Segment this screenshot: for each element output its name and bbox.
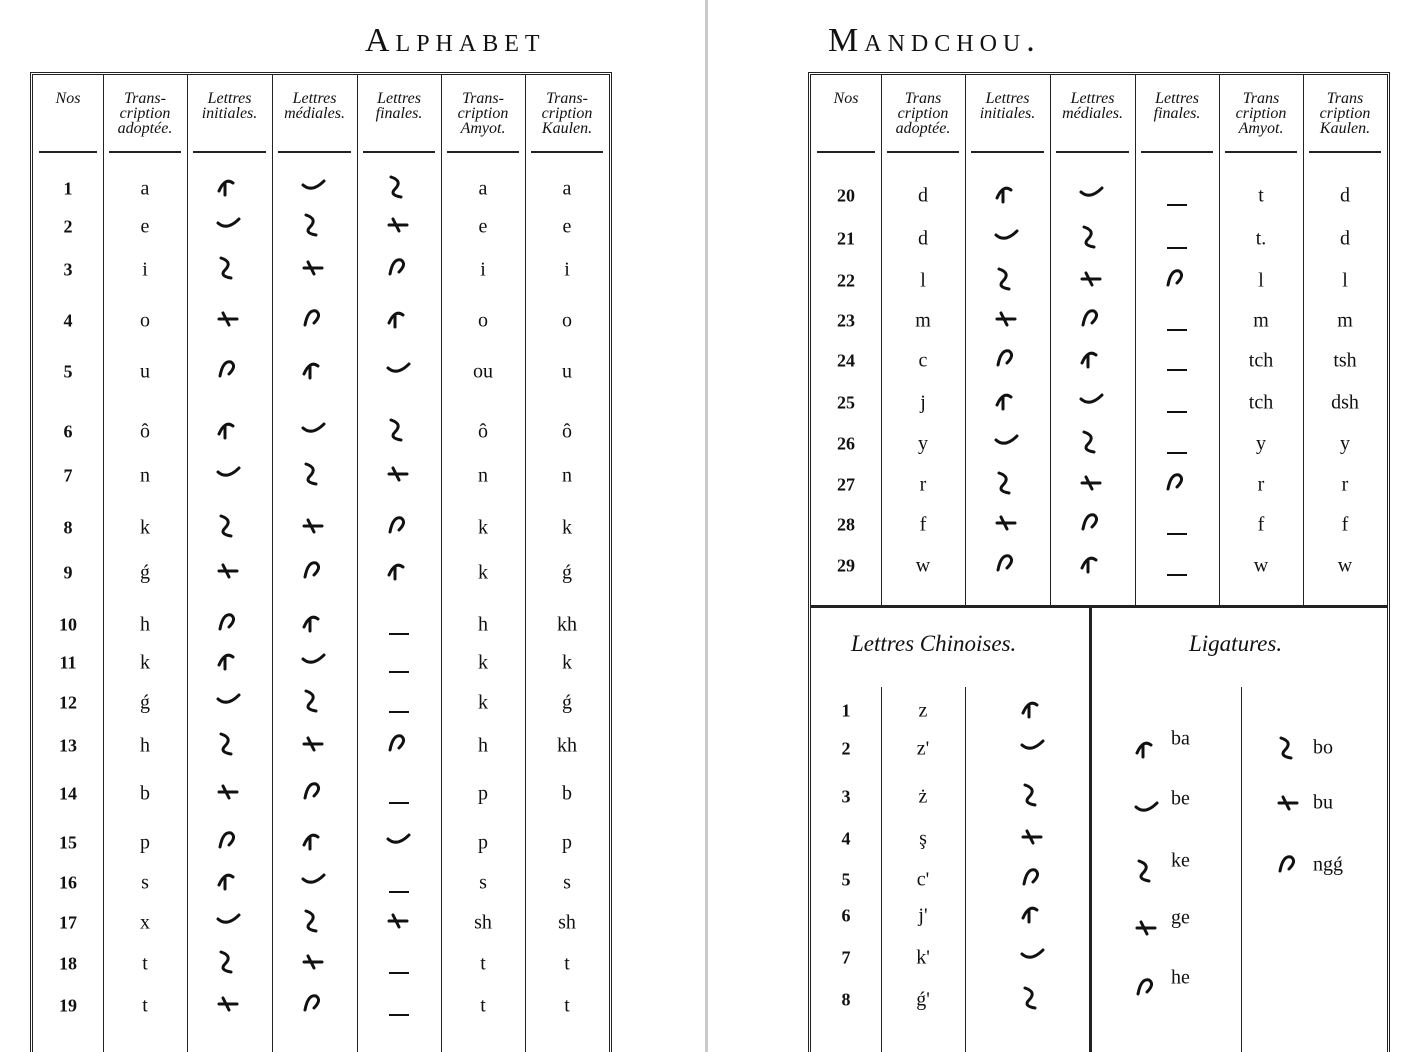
row-number: 25 bbox=[837, 392, 855, 413]
final-letter-glyph bbox=[385, 730, 413, 762]
column-header: Lettres initiales. bbox=[201, 90, 258, 122]
row-number: 22 bbox=[837, 270, 855, 291]
chinese-letter-glyph bbox=[1019, 733, 1047, 765]
empty-dash bbox=[1167, 369, 1187, 371]
transcription-amyot: t bbox=[480, 952, 486, 975]
transcription-kaulen: tsh bbox=[1333, 349, 1357, 372]
initial-letter-glyph bbox=[215, 356, 243, 388]
transcription-kaulen: u bbox=[562, 360, 572, 383]
ligature-transcription: bo bbox=[1313, 736, 1333, 759]
initial-letter-glyph bbox=[993, 469, 1021, 501]
chinese-letter-glyph bbox=[1019, 695, 1047, 727]
transcription-amyot: sh bbox=[474, 911, 492, 934]
column-header: Trans cription adoptée. bbox=[895, 90, 951, 137]
row-number: 14 bbox=[59, 783, 77, 804]
transcription-kaulen: i bbox=[564, 258, 570, 281]
chinese-row-number: 5 bbox=[841, 869, 851, 890]
header-underline bbox=[1225, 151, 1297, 153]
column-divider bbox=[272, 75, 273, 1052]
row-number: 4 bbox=[63, 310, 73, 331]
initial-letter-glyph bbox=[993, 265, 1021, 297]
chinese-letter-glyph bbox=[1019, 900, 1047, 932]
chinese-transcription: ǵ' bbox=[916, 988, 930, 1011]
transcription-amyot: k bbox=[478, 516, 488, 539]
medial-letter-glyph bbox=[300, 173, 328, 205]
left-page-title: Alphabet bbox=[365, 22, 546, 59]
final-letter-glyph bbox=[385, 254, 413, 286]
chinese-transcription: z' bbox=[916, 737, 930, 760]
column-divider bbox=[187, 75, 188, 1052]
medial-letter-glyph bbox=[1078, 345, 1106, 377]
medial-letter-glyph bbox=[1078, 428, 1106, 460]
transcription-kaulen: r bbox=[1341, 473, 1349, 496]
transcription-adopted: ǵ bbox=[140, 561, 150, 584]
header-underline bbox=[109, 151, 181, 153]
initial-letter-glyph bbox=[215, 647, 243, 679]
column-header: Trans-cription adoptée. bbox=[117, 90, 173, 137]
transcription-amyot: k bbox=[478, 691, 488, 714]
transcription-amyot: k bbox=[478, 561, 488, 584]
row-number: 19 bbox=[59, 995, 77, 1016]
transcription-kaulen: s bbox=[563, 871, 571, 894]
initial-letter-glyph bbox=[215, 907, 243, 939]
medial-letter-glyph bbox=[1078, 509, 1106, 541]
header-underline bbox=[1056, 151, 1129, 153]
medial-letter-glyph bbox=[300, 460, 328, 492]
transcription-adopted: p bbox=[140, 831, 150, 854]
transcription-kaulen: w bbox=[1337, 554, 1353, 577]
initial-letter-glyph bbox=[993, 305, 1021, 337]
transcription-kaulen: ǵ bbox=[562, 561, 572, 584]
chinese-row-number: 4 bbox=[841, 828, 851, 849]
column-header: Trans cription Kaulen. bbox=[1319, 90, 1371, 137]
transcription-adopted: k bbox=[140, 651, 150, 674]
header-underline bbox=[971, 151, 1044, 153]
row-number: 9 bbox=[63, 562, 73, 583]
initial-letter-glyph bbox=[215, 254, 243, 286]
row-number: 27 bbox=[837, 474, 855, 495]
transcription-adopted: r bbox=[919, 473, 927, 496]
transcription-amyot: r bbox=[1257, 473, 1265, 496]
medial-letter-glyph bbox=[1078, 223, 1106, 255]
row-number: 10 bbox=[59, 614, 77, 635]
chinese-row-number: 6 bbox=[841, 905, 851, 926]
initial-letter-glyph bbox=[993, 428, 1021, 460]
chinese-letter-glyph bbox=[1019, 942, 1047, 974]
transcription-amyot: h bbox=[478, 613, 488, 636]
initial-letter-glyph bbox=[993, 180, 1021, 212]
ligature-transcription: ge bbox=[1171, 906, 1190, 929]
column-header: Nos bbox=[55, 90, 81, 107]
transcription-kaulen: b bbox=[562, 782, 572, 805]
initial-letter-glyph bbox=[215, 211, 243, 243]
transcription-adopted: d bbox=[918, 227, 928, 250]
initial-letter-glyph bbox=[993, 509, 1021, 541]
empty-dash bbox=[389, 972, 409, 974]
header-underline bbox=[531, 151, 603, 153]
final-letter-glyph bbox=[385, 827, 413, 859]
medial-letter-glyph bbox=[1078, 305, 1106, 337]
initial-letter-glyph bbox=[993, 223, 1021, 255]
transcription-kaulen: k bbox=[562, 516, 572, 539]
column-divider bbox=[357, 75, 358, 1052]
header-underline bbox=[363, 151, 435, 153]
transcription-adopted: y bbox=[918, 432, 928, 455]
chinese-transcription: z bbox=[918, 699, 928, 722]
empty-dash bbox=[389, 671, 409, 673]
column-header: Trans-cription Kaulen. bbox=[541, 90, 593, 137]
transcription-kaulen: t bbox=[564, 994, 570, 1017]
ligature-transcription: he bbox=[1171, 966, 1190, 989]
transcription-adopted: l bbox=[920, 269, 926, 292]
final-letter-glyph bbox=[385, 173, 413, 205]
column-header: Lettres initiales. bbox=[979, 90, 1036, 122]
initial-letter-glyph bbox=[215, 948, 243, 980]
ligature-glyph bbox=[1133, 795, 1161, 827]
alphabet-table-right bbox=[808, 72, 1390, 1052]
initial-letter-glyph bbox=[215, 827, 243, 859]
empty-dash bbox=[1167, 452, 1187, 454]
initial-letter-glyph bbox=[215, 305, 243, 337]
final-letter-glyph bbox=[1163, 469, 1191, 501]
transcription-adopted: b bbox=[140, 782, 150, 805]
medial-letter-glyph bbox=[300, 907, 328, 939]
row-number: 21 bbox=[837, 228, 855, 249]
medial-letter-glyph bbox=[1078, 550, 1106, 582]
transcription-adopted: a bbox=[140, 177, 150, 200]
ligature-transcription: ngǵ bbox=[1313, 853, 1343, 876]
row-number: 26 bbox=[837, 433, 855, 454]
initial-letter-glyph bbox=[215, 867, 243, 899]
final-letter-glyph bbox=[1163, 265, 1191, 297]
chinese-row-number: 2 bbox=[841, 738, 851, 759]
final-letter-glyph bbox=[385, 907, 413, 939]
transcription-amyot: ô bbox=[478, 420, 488, 443]
transcription-kaulen: a bbox=[562, 177, 572, 200]
transcription-adopted: t bbox=[142, 952, 148, 975]
chinese-transcription: k' bbox=[916, 946, 930, 969]
chinese-transcription: c' bbox=[916, 868, 930, 891]
chinese-row-number: 1 bbox=[841, 700, 851, 721]
ligature-glyph bbox=[1133, 914, 1161, 946]
row-number: 13 bbox=[59, 735, 77, 756]
transcription-kaulen: d bbox=[1340, 184, 1350, 207]
column-divider bbox=[1135, 75, 1136, 605]
transcription-kaulen: n bbox=[562, 464, 572, 487]
section-divider-vertical bbox=[1089, 605, 1092, 1052]
medial-letter-glyph bbox=[300, 990, 328, 1022]
chinese-transcription: j' bbox=[918, 904, 928, 927]
medial-letter-glyph bbox=[300, 867, 328, 899]
transcription-kaulen: kh bbox=[557, 734, 577, 757]
empty-dash bbox=[1167, 411, 1187, 413]
column-header: Trans cription Amyot. bbox=[1235, 90, 1287, 137]
transcription-amyot: y bbox=[1256, 432, 1266, 455]
ligature-glyph bbox=[1275, 789, 1303, 821]
transcription-kaulen: l bbox=[1342, 269, 1348, 292]
alphabet-table-left bbox=[30, 72, 612, 1052]
column-divider bbox=[1050, 75, 1051, 605]
transcription-adopted: f bbox=[919, 513, 927, 536]
transcription-adopted: j bbox=[920, 391, 926, 414]
row-number: 20 bbox=[837, 185, 855, 206]
medial-letter-glyph bbox=[300, 609, 328, 641]
medial-letter-glyph bbox=[300, 730, 328, 762]
empty-dash bbox=[389, 633, 409, 635]
medial-letter-glyph bbox=[300, 305, 328, 337]
medial-letter-glyph bbox=[300, 356, 328, 388]
chinese-letter-glyph bbox=[1019, 984, 1047, 1016]
page-spine bbox=[705, 0, 708, 1052]
transcription-adopted: i bbox=[142, 258, 148, 281]
medial-letter-glyph bbox=[300, 211, 328, 243]
column-divider bbox=[965, 75, 966, 605]
chinese-letter-glyph bbox=[1019, 864, 1047, 896]
initial-letter-glyph bbox=[215, 173, 243, 205]
medial-letter-glyph bbox=[300, 778, 328, 810]
chinese-letter-glyph bbox=[1019, 781, 1047, 813]
chinese-transcription: ş bbox=[919, 827, 927, 850]
transcription-kaulen: kh bbox=[557, 613, 577, 636]
transcription-amyot: t bbox=[480, 994, 486, 1017]
transcription-kaulen: m bbox=[1337, 309, 1353, 332]
transcription-amyot: tch bbox=[1248, 349, 1274, 372]
transcription-adopted: h bbox=[140, 613, 150, 636]
initial-letter-glyph bbox=[215, 557, 243, 589]
medial-letter-glyph bbox=[1078, 180, 1106, 212]
transcription-adopted: w bbox=[915, 554, 931, 577]
transcription-amyot: w bbox=[1253, 554, 1269, 577]
empty-dash bbox=[389, 891, 409, 893]
transcription-kaulen: k bbox=[562, 651, 572, 674]
row-number: 1 bbox=[63, 178, 73, 199]
medial-letter-glyph bbox=[300, 557, 328, 589]
row-number: 15 bbox=[59, 832, 77, 853]
empty-dash bbox=[1167, 204, 1187, 206]
column-header: Nos bbox=[833, 90, 859, 107]
transcription-adopted: o bbox=[140, 309, 150, 332]
transcription-amyot: t. bbox=[1255, 227, 1267, 250]
column-header: Lettres médiales. bbox=[1062, 90, 1123, 122]
ligature-transcription: ba bbox=[1171, 727, 1190, 750]
row-number: 7 bbox=[63, 465, 73, 486]
transcription-amyot: a bbox=[478, 177, 488, 200]
final-letter-glyph bbox=[385, 416, 413, 448]
transcription-amyot: t bbox=[1258, 184, 1264, 207]
transcription-kaulen: sh bbox=[558, 911, 576, 934]
empty-dash bbox=[1167, 329, 1187, 331]
ligature-transcription: be bbox=[1171, 787, 1190, 810]
transcription-adopted: ô bbox=[140, 420, 150, 443]
transcription-amyot: n bbox=[478, 464, 488, 487]
row-number: 29 bbox=[837, 555, 855, 576]
transcription-amyot: p bbox=[478, 782, 488, 805]
row-number: 16 bbox=[59, 872, 77, 893]
medial-letter-glyph bbox=[300, 948, 328, 980]
transcription-kaulen: e bbox=[562, 215, 572, 238]
chinese-letters-title: Lettres Chinoises. bbox=[851, 631, 1017, 656]
final-letter-glyph bbox=[385, 557, 413, 589]
right-page-title: Mandchou. bbox=[828, 22, 1041, 59]
header-underline bbox=[447, 151, 519, 153]
transcription-amyot: ou bbox=[473, 360, 493, 383]
final-letter-glyph bbox=[385, 512, 413, 544]
transcription-amyot: f bbox=[1257, 513, 1265, 536]
transcription-kaulen: p bbox=[562, 831, 572, 854]
row-number: 8 bbox=[63, 517, 73, 538]
transcription-amyot: k bbox=[478, 651, 488, 674]
transcription-amyot: s bbox=[479, 871, 487, 894]
transcription-amyot: m bbox=[1253, 309, 1269, 332]
transcription-kaulen: y bbox=[1340, 432, 1350, 455]
initial-letter-glyph bbox=[993, 550, 1021, 582]
transcription-kaulen: dsh bbox=[1331, 391, 1359, 414]
initial-letter-glyph bbox=[215, 609, 243, 641]
chinese-row-number: 7 bbox=[841, 947, 851, 968]
transcription-amyot: h bbox=[478, 734, 488, 757]
chinese-transcription: ż bbox=[918, 785, 928, 808]
transcription-adopted: e bbox=[140, 215, 150, 238]
column-header: Lettres médiales. bbox=[284, 90, 345, 122]
transcription-adopted: s bbox=[141, 871, 149, 894]
ligature-transcription: bu bbox=[1313, 791, 1333, 814]
header-underline bbox=[817, 151, 875, 153]
medial-letter-glyph bbox=[300, 512, 328, 544]
transcription-adopted: n bbox=[140, 464, 150, 487]
header-underline bbox=[1309, 151, 1381, 153]
initial-letter-glyph bbox=[215, 778, 243, 810]
transcription-kaulen: t bbox=[564, 952, 570, 975]
medial-letter-glyph bbox=[300, 647, 328, 679]
transcription-adopted: m bbox=[915, 309, 931, 332]
row-number: 28 bbox=[837, 514, 855, 535]
row-number: 17 bbox=[59, 912, 77, 933]
ligature-glyph bbox=[1133, 974, 1161, 1006]
column-header: Trans-cription Amyot. bbox=[457, 90, 509, 137]
header-underline bbox=[887, 151, 959, 153]
empty-dash bbox=[389, 1014, 409, 1016]
transcription-amyot: tch bbox=[1248, 391, 1274, 414]
medial-letter-glyph bbox=[300, 827, 328, 859]
transcription-kaulen: ô bbox=[562, 420, 572, 443]
column-divider bbox=[1241, 687, 1242, 1052]
transcription-kaulen: d bbox=[1340, 227, 1350, 250]
transcription-amyot: i bbox=[480, 258, 486, 281]
final-letter-glyph bbox=[385, 211, 413, 243]
initial-letter-glyph bbox=[215, 990, 243, 1022]
empty-dash bbox=[389, 802, 409, 804]
row-number: 24 bbox=[837, 350, 855, 371]
transcription-amyot: o bbox=[478, 309, 488, 332]
medial-letter-glyph bbox=[1078, 265, 1106, 297]
chinese-letter-glyph bbox=[1019, 823, 1047, 855]
header-underline bbox=[193, 151, 266, 153]
initial-letter-glyph bbox=[993, 387, 1021, 419]
column-header: Lettres finales. bbox=[375, 90, 423, 122]
row-number: 5 bbox=[63, 361, 73, 382]
transcription-amyot: e bbox=[478, 215, 488, 238]
final-letter-glyph bbox=[385, 356, 413, 388]
ligature-glyph bbox=[1275, 734, 1303, 766]
empty-dash bbox=[389, 711, 409, 713]
column-divider bbox=[965, 687, 966, 1052]
transcription-kaulen: ǵ bbox=[562, 691, 572, 714]
empty-dash bbox=[1167, 247, 1187, 249]
initial-letter-glyph bbox=[215, 512, 243, 544]
empty-dash bbox=[1167, 533, 1187, 535]
transcription-amyot: l bbox=[1258, 269, 1264, 292]
transcription-adopted: c bbox=[918, 349, 928, 372]
ligature-glyph bbox=[1133, 735, 1161, 767]
ligature-glyph bbox=[1275, 851, 1303, 883]
transcription-amyot: p bbox=[478, 831, 488, 854]
row-number: 12 bbox=[59, 692, 77, 713]
medial-letter-glyph bbox=[300, 687, 328, 719]
medial-letter-glyph bbox=[300, 416, 328, 448]
transcription-adopted: d bbox=[918, 184, 928, 207]
transcription-adopted: t bbox=[142, 994, 148, 1017]
medial-letter-glyph bbox=[300, 254, 328, 286]
section-divider bbox=[811, 605, 1387, 608]
header-underline bbox=[1141, 151, 1213, 153]
transcription-adopted: k bbox=[140, 516, 150, 539]
initial-letter-glyph bbox=[993, 345, 1021, 377]
row-number: 23 bbox=[837, 310, 855, 331]
chinese-row-number: 8 bbox=[841, 989, 851, 1010]
row-number: 3 bbox=[63, 259, 73, 280]
final-letter-glyph bbox=[385, 305, 413, 337]
transcription-adopted: h bbox=[140, 734, 150, 757]
ligatures-title: Ligatures. bbox=[1189, 631, 1283, 656]
row-number: 11 bbox=[59, 652, 77, 673]
row-number: 18 bbox=[59, 953, 77, 974]
header-underline bbox=[278, 151, 351, 153]
transcription-kaulen: o bbox=[562, 309, 572, 332]
row-number: 6 bbox=[63, 421, 73, 442]
column-header: Lettres finales. bbox=[1153, 90, 1201, 122]
chinese-row-number: 3 bbox=[841, 786, 851, 807]
medial-letter-glyph bbox=[1078, 469, 1106, 501]
transcription-adopted: ǵ bbox=[140, 691, 150, 714]
empty-dash bbox=[1167, 574, 1187, 576]
row-number: 2 bbox=[63, 216, 73, 237]
initial-letter-glyph bbox=[215, 730, 243, 762]
final-letter-glyph bbox=[385, 460, 413, 492]
initial-letter-glyph bbox=[215, 687, 243, 719]
ligature-glyph bbox=[1133, 857, 1161, 889]
transcription-kaulen: f bbox=[1341, 513, 1349, 536]
initial-letter-glyph bbox=[215, 460, 243, 492]
transcription-adopted: x bbox=[140, 911, 150, 934]
header-underline bbox=[39, 151, 97, 153]
initial-letter-glyph bbox=[215, 416, 243, 448]
ligature-transcription: ke bbox=[1171, 849, 1190, 872]
transcription-adopted: u bbox=[140, 360, 150, 383]
medial-letter-glyph bbox=[1078, 387, 1106, 419]
